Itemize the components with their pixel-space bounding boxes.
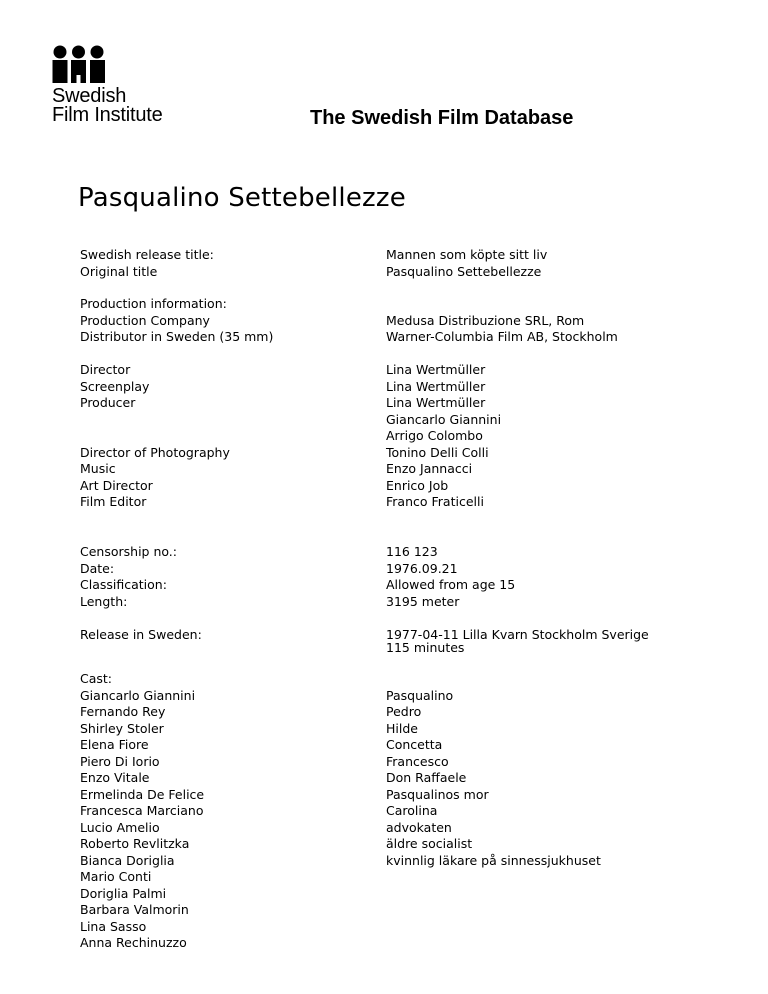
crew-labels-bottom <box>80 445 230 511</box>
film-title: Pasqualino Settebellezze <box>78 183 406 213</box>
cast-actors <box>80 671 204 952</box>
actor-name: Bianca Doriglia <box>80 852 175 868</box>
swedish-film-institute-logo-icon <box>52 45 108 85</box>
music-label: Music <box>80 461 116 476</box>
release-runtime: 115 minutes <box>386 640 465 655</box>
art-director-label: Art Director <box>80 477 153 493</box>
release-premiere: 1977-04-11 Lilla Kvarn Stockholm Sverige <box>386 627 649 642</box>
producer-value: Arrigo Colombo <box>386 428 483 443</box>
production-heading: Production information: <box>80 296 227 311</box>
original-title-label: Original title <box>80 263 158 279</box>
cast-roles <box>386 688 601 870</box>
actor-name: Mario Conti <box>80 869 152 884</box>
director-of-photography-label: Director of Photography <box>80 444 230 460</box>
actor-name: Shirley Stoler <box>80 720 164 736</box>
art-director-value: Enrico Job <box>386 477 449 493</box>
crew-values <box>386 362 501 511</box>
role-name: advokaten <box>386 819 452 835</box>
censorship-date-value: 1976.09.21 <box>386 560 458 576</box>
director-label: Director <box>80 362 131 377</box>
role-name: Francesco <box>386 753 449 769</box>
censorship-number-value: 116 123 <box>386 544 438 559</box>
production-company-label: Production Company <box>80 312 210 328</box>
production-labels <box>80 296 273 346</box>
original-title-value: Pasqualino Settebellezze <box>386 263 542 279</box>
role-name: äldre socialist <box>386 836 473 851</box>
role-name: Pasqualino <box>386 687 454 703</box>
logo-line-2: Film Institute <box>52 104 163 126</box>
producer-value: Lina Wertmüller <box>386 395 486 410</box>
crew-labels-top <box>80 362 149 412</box>
role-name: Pedro <box>386 704 422 719</box>
role-name: kvinnlig läkare på sinnessjukhuset <box>386 852 601 868</box>
cast-heading: Cast: <box>80 671 113 686</box>
release-values <box>386 628 649 654</box>
actor-name: Barbara Valmorin <box>80 902 189 917</box>
release-label: Release in Sweden: <box>80 627 202 642</box>
distributor-value: Warner-Columbia Film AB, Stockholm <box>386 329 618 344</box>
classification-label: Classification: <box>80 577 167 592</box>
actor-name: Roberto Revlitzka <box>80 836 190 851</box>
swedish-release-title-value: Mannen som köpte sitt liv <box>386 247 548 262</box>
actor-name: Enzo Vitale <box>80 770 150 785</box>
actor-name: Anna Rechinuzzo <box>80 935 187 950</box>
length-value: 3195 meter <box>386 593 460 609</box>
titles-values <box>386 247 547 280</box>
logo-wordmark <box>52 87 212 125</box>
classification-value: Allowed from age 15 <box>386 577 516 592</box>
producer-value: Giancarlo Giannini <box>386 411 502 427</box>
actor-name: Piero Di Iorio <box>80 753 160 769</box>
length-label: Length: <box>80 593 128 609</box>
role-name: Pasqualinos mor <box>386 786 489 802</box>
screenplay-value: Lina Wertmüller <box>386 378 486 394</box>
role-name: Carolina <box>386 803 438 818</box>
role-name: Hilde <box>386 720 418 736</box>
actor-name: Doriglia Palmi <box>80 885 167 901</box>
distributor-label: Distributor in Sweden (35 mm) <box>80 329 274 344</box>
actor-name: Giancarlo Giannini <box>80 687 196 703</box>
actor-name: Elena Fiore <box>80 737 149 752</box>
actor-name: Ermelinda De Felice <box>80 786 205 802</box>
swedish-release-title-label: Swedish release title: <box>80 247 214 262</box>
music-value: Enzo Jannacci <box>386 461 473 476</box>
titles-labels <box>80 247 214 280</box>
censorship-labels <box>80 544 177 610</box>
film-editor-label: Film Editor <box>80 494 147 509</box>
film-editor-value: Franco Fraticelli <box>386 494 484 509</box>
actor-name: Lina Sasso <box>80 918 147 934</box>
director-value: Lina Wertmüller <box>386 362 486 377</box>
role-name: Don Raffaele <box>386 770 467 785</box>
producer-label: Producer <box>80 395 136 410</box>
censorship-date-label: Date: <box>80 560 115 576</box>
director-of-photography-value: Tonino Delli Colli <box>386 444 489 460</box>
actor-name: Francesca Marciano <box>80 803 204 818</box>
logo-line-1: Swedish <box>52 85 127 107</box>
censorship-values <box>386 544 515 610</box>
actor-name: Lucio Amelio <box>80 819 160 835</box>
production-values <box>386 313 618 346</box>
censorship-number-label: Censorship no.: <box>80 544 177 559</box>
role-name: Concetta <box>386 737 443 752</box>
actor-name: Fernando Rey <box>80 704 166 719</box>
database-title: The Swedish Film Database <box>310 107 574 129</box>
production-company-value: Medusa Distribuzione SRL, Rom <box>386 312 585 328</box>
screenplay-label: Screenplay <box>80 378 150 394</box>
